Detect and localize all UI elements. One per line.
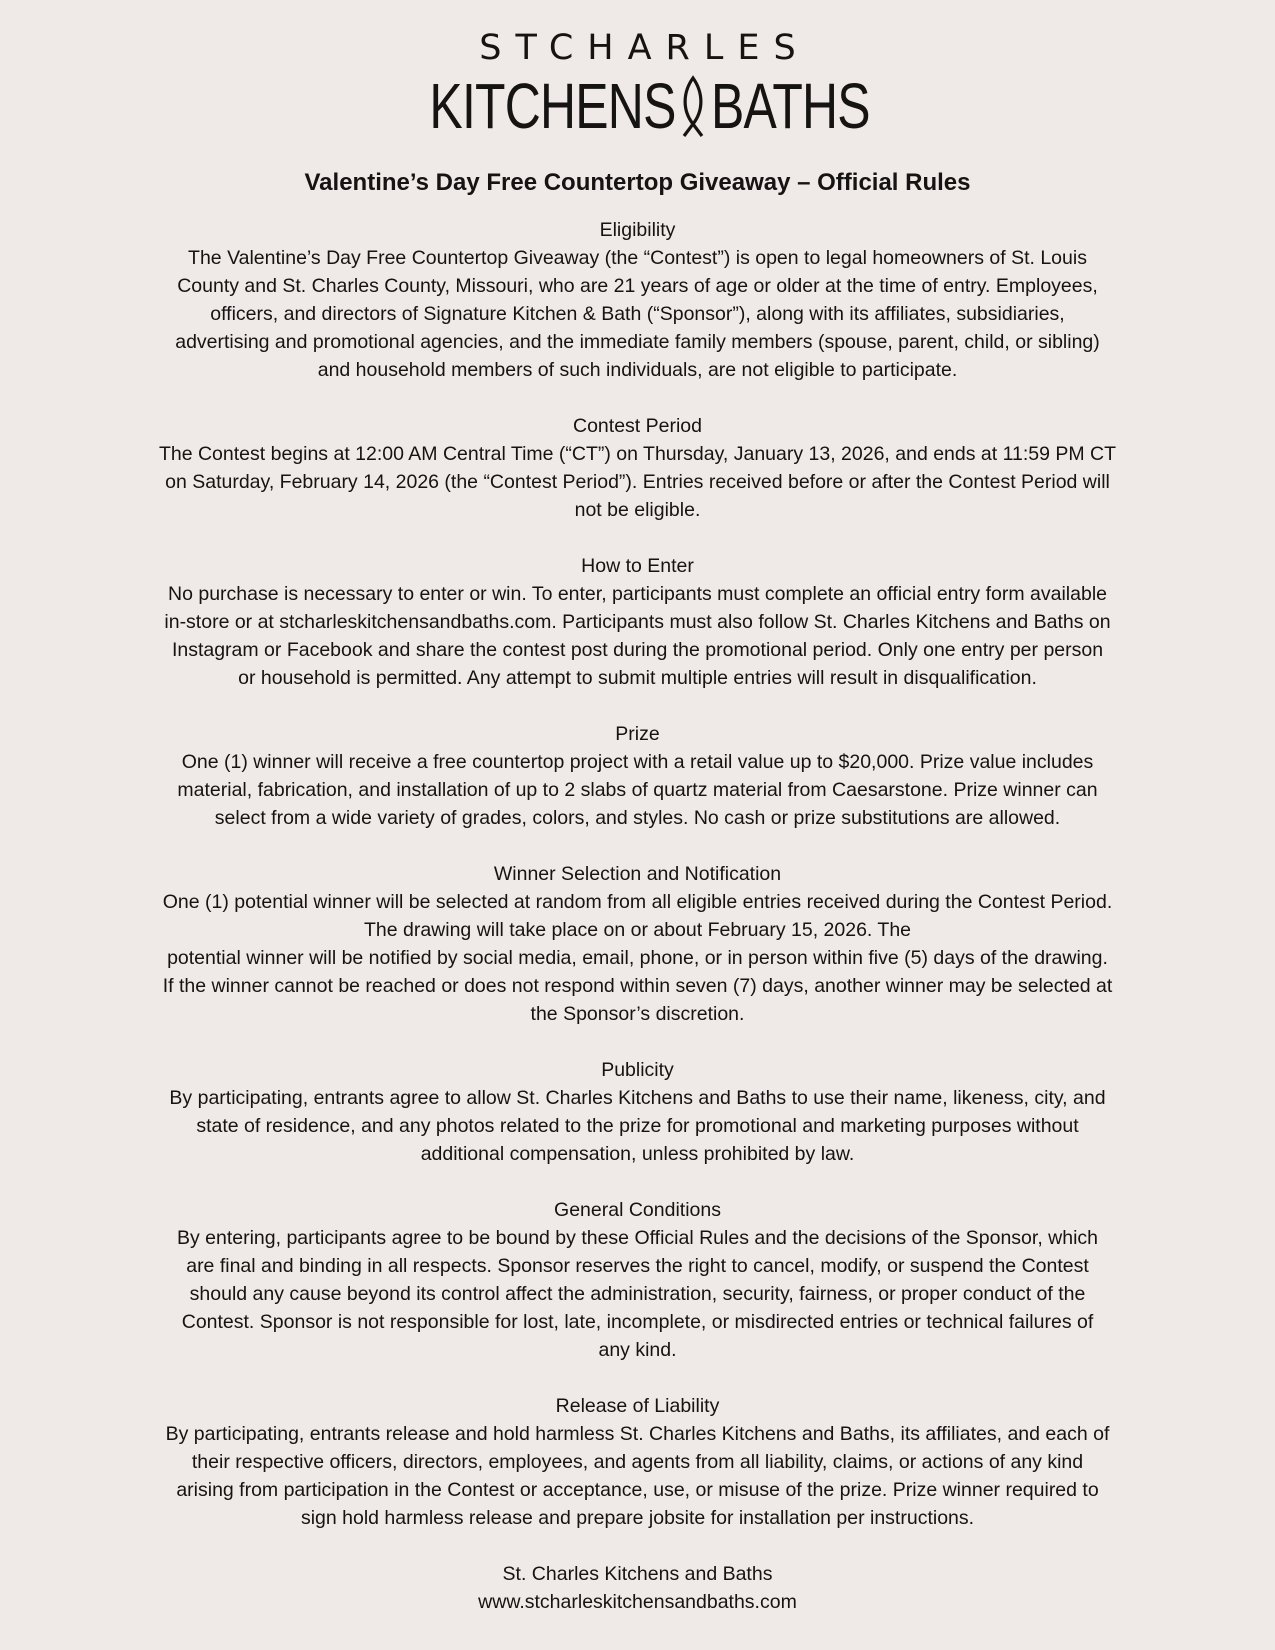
section-line: select from a wide variety of grades, colors, and styles. No cash or prize substitutions are allowed.: [214, 807, 1061, 829]
section-heading: Winner Selection and Notification: [493, 863, 782, 885]
section-line: One (1) potential winner will be selected at random from all eligible entries received during the Contest Period.: [162, 891, 1113, 913]
section-heading: Eligibility: [599, 219, 676, 241]
section-heading: General Conditions: [554, 1199, 721, 1221]
section-line: on Saturday, February 14, 2026 (the “Contest Period”). Entries received before or after the Contest Period will: [165, 471, 1110, 493]
section-line: not be eligible.: [574, 499, 701, 521]
fish-icon: [679, 70, 707, 142]
section-line: the Sponsor’s discretion.: [530, 1003, 745, 1025]
section-body: [70, 244, 1205, 384]
logo-word-baths: BATHS: [711, 70, 871, 142]
section-line: should any cause beyond its control affect the administration, security, fairness, or proper conduct of the: [189, 1283, 1086, 1305]
logo-word-kitchens: KITCHENS: [429, 70, 676, 142]
section-line: additional compensation, unless prohibited by law.: [420, 1143, 855, 1165]
footer-website-link[interactable]: www.stcharleskitchensandbaths.com: [478, 1591, 797, 1613]
section-line: arising from participation in the Contest or acceptance, use, or misuse of the prize. Prize winner required to: [176, 1479, 1099, 1501]
section-line: Instagram or Facebook and share the contest post during the promotional period. Only one entry per person: [171, 639, 1104, 661]
page-title: Valentine’s Day Free Countertop Giveaway – Official Rules: [304, 169, 971, 196]
section-line: Contest. Sponsor is not responsible for lost, late, incomplete, or misdirected entries or technical failures of: [181, 1311, 1094, 1333]
rules-section: [70, 552, 1205, 692]
section-body: [70, 580, 1205, 692]
section-body: [70, 440, 1205, 524]
section-line: are final and binding in all respects. Sponsor reserves the right to cancel, modify, or suspend the Contest: [186, 1255, 1089, 1277]
section-heading: Prize: [615, 723, 660, 745]
section-line: By entering, participants agree to be bound by these Official Rules and the decisions of the Sponsor, which: [176, 1227, 1099, 1249]
section-line: and household members of such individuals, are not eligible to participate.: [317, 359, 958, 381]
section-line: County and St. Charles County, Missouri, who are 21 years of age or older at the time of entry. Employees,: [177, 275, 1098, 297]
section-line: By participating, entrants agree to allow St. Charles Kitchens and Baths to use their name, likeness, city, and: [169, 1087, 1106, 1109]
section-line: advertising and promotional agencies, and the immediate family members (spouse, parent, child, or sibling): [175, 331, 1100, 353]
section-line: material, fabrication, and installation of up to 2 slabs of quartz material from Caesarstone. Prize winner can: [177, 779, 1098, 801]
section-heading: How to Enter: [581, 555, 694, 577]
section-line: any kind.: [598, 1339, 677, 1361]
rules-section: [70, 720, 1205, 832]
section-line: officers, and directors of Signature Kitchen & Bath (“Sponsor”), along with its affiliates, subsidiaries,: [210, 303, 1065, 325]
company-logo: [0, 30, 1275, 142]
rules-section: [70, 412, 1205, 524]
section-line: The Valentine’s Day Free Countertop Giveaway (the “Contest”) is open to legal homeowners of St. Louis: [188, 247, 1087, 269]
rules-section: [70, 860, 1205, 1028]
section-body: [70, 888, 1205, 1028]
section-line: One (1) winner will receive a free countertop project with a retail value up to $20,000. Prize value includes: [181, 751, 1094, 773]
rules-section: [70, 216, 1205, 384]
section-line: in-store or at stcharleskitchensandbaths.com. Participants must also follow St. Charles Kitchens and Baths on: [164, 611, 1111, 633]
section-line: state of residence, and any photos related to the prize for promotional and marketing purposes without: [196, 1115, 1079, 1137]
section-line: The drawing will take place on or about February 15, 2026. The: [363, 919, 912, 941]
section-line: sign hold harmless release and prepare jobsite for installation per instructions.: [300, 1507, 975, 1529]
section-line: The Contest begins at 12:00 AM Central Time (“CT”) on Thursday, January 13, 2026, and ends at 11:59 PM CT: [158, 443, 1117, 465]
rules-content: [70, 216, 1205, 1616]
footer-company: St. Charles Kitchens and Baths: [502, 1563, 773, 1585]
footer: [70, 1560, 1205, 1616]
section-heading: Contest Period: [573, 415, 702, 437]
logo-bottom-row: [0, 70, 1275, 142]
section-line: If the winner cannot be reached or does not respond within seven (7) days, another winner may be selected at: [162, 975, 1113, 997]
section-body: [70, 1420, 1205, 1532]
rules-section: [70, 1392, 1205, 1532]
section-body: [70, 1084, 1205, 1168]
section-line: or household is permitted. Any attempt to submit multiple entries will result in disqualification.: [238, 667, 1037, 689]
section-heading: Release of Liability: [555, 1395, 720, 1417]
logo-top-text: STCHARLES: [479, 28, 810, 68]
section-body: [70, 748, 1205, 832]
section-heading: Publicity: [601, 1059, 674, 1081]
section-line: No purchase is necessary to enter or win. To enter, participants must complete an official entry form available: [168, 583, 1107, 605]
section-line: potential winner will be notified by social media, email, phone, or in person within five (5) days of the drawing.: [167, 947, 1108, 969]
section-body: [70, 1224, 1205, 1364]
section-line: By participating, entrants release and hold harmless St. Charles Kitchens and Baths, its affiliates, and each of: [165, 1423, 1110, 1445]
rules-section: [70, 1056, 1205, 1168]
rules-section: [70, 1196, 1205, 1364]
section-line: their respective officers, directors, employees, and agents from all liability, claims, or actions of any kind: [191, 1451, 1084, 1473]
